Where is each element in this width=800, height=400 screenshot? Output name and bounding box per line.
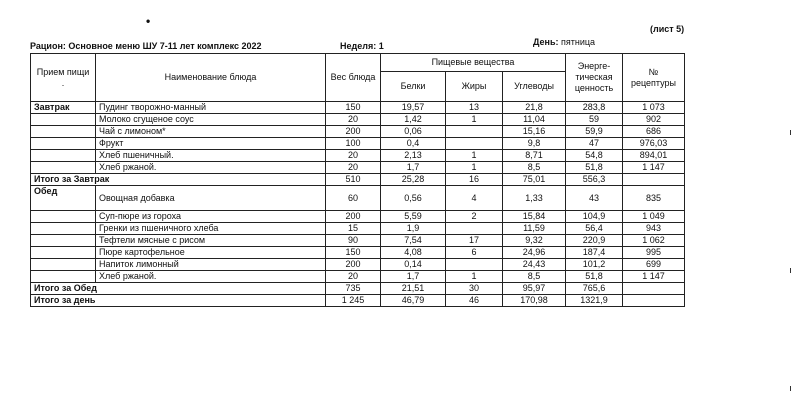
cell-recipe: 1 073 [623,102,685,114]
total-weight: 510 [326,174,381,186]
cell-protein: 0,06 [381,126,446,138]
total-weight: 1 245 [326,295,381,307]
total-label: Итого за Завтрак [31,174,326,186]
table-row [31,259,685,271]
cell-protein: 5,59 [381,211,446,223]
cell-fat: 17 [446,235,503,247]
dish-name: Овощная добавка [96,186,326,211]
table-row [31,162,685,174]
cell-carbs: 15,16 [503,126,566,138]
cell-weight: 60 [326,186,381,211]
cell-fat: 1 [446,162,503,174]
col-protein: Белки [381,72,446,102]
sheet-label: (лист 5) [650,24,685,34]
edge-tick [790,130,791,135]
cell-recipe: 995 [623,247,685,259]
cell-recipe: 1 147 [623,271,685,283]
cell-recipe: 835 [623,186,685,211]
cell-energy: 56,4 [566,223,623,235]
cell-recipe: 902 [623,114,685,126]
ration-value: Основное меню ШУ 7-11 лет комплекс 2022 [68,41,262,51]
menu-table [30,53,685,307]
total-energy: 765,6 [566,283,623,295]
section-title: Обед [31,186,96,211]
cell-protein: 1,7 [381,271,446,283]
total-energy: 1321,9 [566,295,623,307]
cell-energy: 59 [566,114,623,126]
cell-energy: 51,8 [566,162,623,174]
week-value: 1 [378,41,384,51]
cell-recipe: 894,01 [623,150,685,162]
col-weight: Вес блюда [326,54,381,102]
table-row [31,150,685,162]
total-protein: 25,28 [381,174,446,186]
total-carbs: 75,01 [503,174,566,186]
cell-fat: 1 [446,114,503,126]
cell-energy: 47 [566,138,623,150]
cell-weight: 200 [326,259,381,271]
cell-fat: 4 [446,186,503,211]
cell-protein: 0,56 [381,186,446,211]
day-header [533,37,595,47]
dish-name: Хлеб пшеничный. [96,150,326,162]
table-row [31,271,685,283]
cell-energy: 101,2 [566,259,623,271]
total-weight: 735 [326,283,381,295]
cell-recipe: 943 [623,223,685,235]
cell-carbs: 9,32 [503,235,566,247]
cell-recipe: 699 [623,259,685,271]
cell-protein: 1,9 [381,223,446,235]
cell-carbs: 8,5 [503,271,566,283]
dish-name: Пудинг творожно-манный [96,102,326,114]
edge-tick [790,268,791,273]
cell-weight: 90 [326,235,381,247]
dish-name: Пюре картофельное [96,247,326,259]
cell-carbs: 24,43 [503,259,566,271]
empty-cell [31,211,96,223]
total-recipe [623,283,685,295]
cell-weight: 150 [326,102,381,114]
cell-energy: 43 [566,186,623,211]
cell-recipe: 1 062 [623,235,685,247]
cell-weight: 20 [326,114,381,126]
col-dish: Наименование блюда [96,54,326,102]
page-mark: • [146,14,151,28]
edge-tick [790,386,791,391]
empty-cell [31,259,96,271]
total-protein: 21,51 [381,283,446,295]
total-label: Итого за день [31,295,326,307]
empty-cell [31,271,96,283]
col-recipe: № рецептуры [623,54,685,102]
total-fat: 46 [446,295,503,307]
col-fat: Жиры [446,72,503,102]
empty-cell [31,223,96,235]
cell-fat: 13 [446,102,503,114]
cell-fat [446,223,503,235]
dish-name: Суп-пюре из гороха [96,211,326,223]
cell-weight: 100 [326,138,381,150]
cell-carbs: 11,04 [503,114,566,126]
cell-weight: 150 [326,247,381,259]
cell-protein: 0,4 [381,138,446,150]
empty-cell [31,247,96,259]
cell-carbs: 24,96 [503,247,566,259]
cell-recipe: 976,03 [623,138,685,150]
cell-weight: 200 [326,126,381,138]
cell-protein: 19,57 [381,102,446,114]
day-value: пятница [561,37,596,47]
cell-fat: 1 [446,150,503,162]
total-recipe [623,295,685,307]
table-row [31,102,685,114]
cell-weight: 20 [326,162,381,174]
cell-carbs: 8,71 [503,150,566,162]
cell-carbs: 9,8 [503,138,566,150]
cell-carbs: 15,84 [503,211,566,223]
cell-fat: 6 [446,247,503,259]
cell-carbs: 21,8 [503,102,566,114]
total-row [31,283,685,295]
col-nutrients: Пищевые вещества [381,54,566,72]
empty-cell [31,138,96,150]
total-protein: 46,79 [381,295,446,307]
dish-name: Молоко сгущеное соус [96,114,326,126]
dish-name: Напиток лимонный [96,259,326,271]
week-header [340,41,384,51]
dish-name: Хлеб ржаной. [96,162,326,174]
empty-cell [31,235,96,247]
cell-protein: 1,42 [381,114,446,126]
cell-fat: 1 [446,271,503,283]
col-meal: Прием пищи . [31,54,96,102]
cell-weight: 200 [326,211,381,223]
cell-carbs: 1,33 [503,186,566,211]
cell-recipe: 686 [623,126,685,138]
dish-name: Фрукт [96,138,326,150]
table-row [31,211,685,223]
dish-name: Тефтели мясные с рисом [96,235,326,247]
ration-header [30,41,262,51]
empty-cell [31,162,96,174]
cell-carbs: 8,5 [503,162,566,174]
col-energy: Энерге-тическая ценность [566,54,623,102]
cell-fat: 2 [446,211,503,223]
ration-label: Рацион: [30,41,66,51]
cell-protein: 1,7 [381,162,446,174]
total-label: Итого за Обед [31,283,326,295]
table-row [31,138,685,150]
table-row [31,247,685,259]
dish-name: Хлеб ржаной. [96,271,326,283]
cell-protein: 2,13 [381,150,446,162]
table-row [31,114,685,126]
cell-protein: 4,08 [381,247,446,259]
empty-cell [31,150,96,162]
total-fat: 16 [446,174,503,186]
cell-fat [446,259,503,271]
total-recipe [623,174,685,186]
total-row [31,295,685,307]
total-row [31,174,685,186]
cell-energy: 59,9 [566,126,623,138]
cell-weight: 15 [326,223,381,235]
cell-recipe: 1 147 [623,162,685,174]
total-fat: 30 [446,283,503,295]
cell-energy: 54,8 [566,150,623,162]
table-row [31,126,685,138]
cell-fat [446,126,503,138]
empty-cell [31,126,96,138]
cell-energy: 220,9 [566,235,623,247]
day-label: День: [533,37,559,47]
table-row [31,235,685,247]
dish-name: Гренки из пшеничного хлеба [96,223,326,235]
section-title: Завтрак [31,102,96,114]
week-label: Неделя: [340,41,377,51]
col-carbs: Углеводы [503,72,566,102]
dish-name: Чай с лимоном* [96,126,326,138]
total-energy: 556,3 [566,174,623,186]
cell-carbs: 11,59 [503,223,566,235]
total-carbs: 95,97 [503,283,566,295]
table-row [31,223,685,235]
table-row [31,186,685,211]
cell-energy: 187,4 [566,247,623,259]
cell-energy: 283,8 [566,102,623,114]
cell-energy: 104,9 [566,211,623,223]
empty-cell [31,114,96,126]
cell-weight: 20 [326,271,381,283]
cell-protein: 0,14 [381,259,446,271]
cell-protein: 7,54 [381,235,446,247]
cell-recipe: 1 049 [623,211,685,223]
cell-fat [446,138,503,150]
cell-energy: 51,8 [566,271,623,283]
total-carbs: 170,98 [503,295,566,307]
cell-weight: 20 [326,150,381,162]
